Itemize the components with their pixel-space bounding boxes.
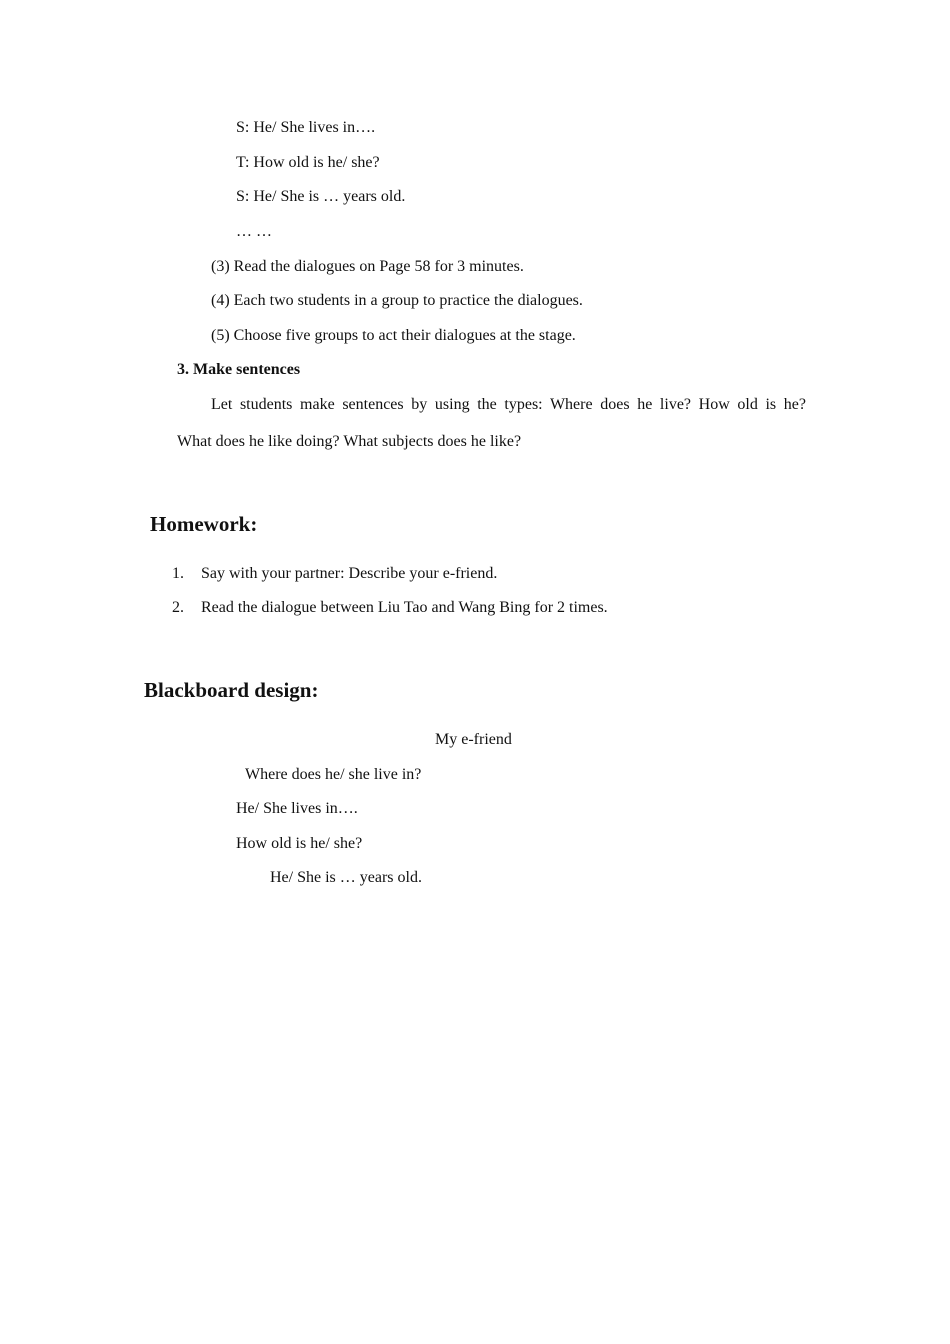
- make-sentences-heading: 3. Make sentences: [177, 361, 301, 378]
- make-sentences-text: Let students make sentences by using the types: Where does he live? How old is he?: [211, 396, 806, 413]
- blackboard-title: My e-friend: [435, 731, 512, 748]
- dialogue-line: S: He/ She is … years old.: [236, 188, 406, 205]
- homework-item-number: 1.: [172, 565, 184, 582]
- homework-item-text: Read the dialogue between Liu Tao and Wang Bing for 2 times.: [201, 599, 608, 616]
- homework-item-number: 2.: [172, 599, 184, 616]
- dialogue-line: S: He/ She lives in….: [236, 119, 376, 136]
- make-sentences-text: What does he like doing? What subjects does he like?: [177, 433, 522, 450]
- homework-item-text: Say with your partner: Describe your e-friend.: [201, 565, 498, 582]
- dialogue-ellipsis: … …: [236, 223, 272, 240]
- blackboard-heading: Blackboard design:: [144, 678, 319, 702]
- step-item: (5) Choose five groups to act their dialogues at the stage.: [211, 327, 576, 344]
- homework-item: [172, 598, 608, 618]
- blackboard-line: How old is he/ she?: [236, 835, 363, 852]
- blackboard-line: He/ She is … years old.: [270, 869, 422, 886]
- step-item: (4) Each two students in a group to practice the dialogues.: [211, 292, 583, 309]
- homework-item: [172, 564, 497, 584]
- blackboard-line: He/ She lives in….: [236, 800, 358, 817]
- dialogue-line: T: How old is he/ she?: [236, 154, 380, 171]
- step-item: (3) Read the dialogues on Page 58 for 3 minutes.: [211, 258, 524, 275]
- blackboard-line: Where does he/ she live in?: [245, 766, 422, 783]
- homework-heading: Homework:: [150, 512, 258, 536]
